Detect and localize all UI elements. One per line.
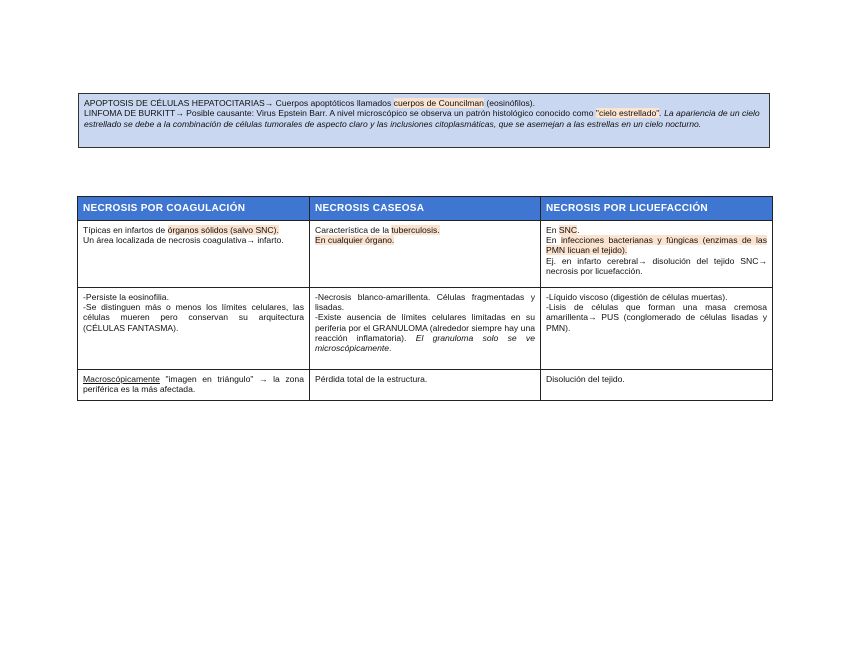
cell-text: Característica de la [315, 225, 392, 235]
cell-text: . [389, 343, 392, 354]
note-text: APOPTOSIS DE CÉLULAS HEPATOCITARIAS→ Cuerpos apoptóticos llamados [84, 98, 394, 108]
necrosis-table [77, 196, 773, 401]
cell-italic-text: El granuloma solo se ve microscópicamente [315, 332, 535, 354]
highlight-tuberculosis: tuberculosis. [391, 225, 440, 235]
cell-text: Típicas en infartos de [83, 225, 168, 235]
cell-licuefaccion-location [541, 221, 773, 288]
cell-text: -Necrosis blanco-amarillenta. Células fragmentadas y lisadas. [315, 292, 535, 313]
cell-caseosa-features [310, 288, 541, 370]
header-caseosa: NECROSIS CASEOSA [310, 197, 541, 221]
highlight-councilman: cuerpos de Councilman [393, 98, 484, 108]
cell-text: -Persiste la eosinofilia. [83, 292, 169, 302]
table-row [78, 221, 773, 288]
note-text: LINFOMA DE BURKITT→ Posible causante: Virus Epstein Barr. A nivel microscópico se observa un patrón histológico conocido como [84, 108, 596, 119]
cell-text: -Lisis de células que forman una masa cremosa amarillenta→ PUS (conglomerado de células lisadas y PMN). [546, 302, 767, 333]
cell-caseosa-location [310, 221, 541, 288]
cell-coagulacion-features [78, 288, 310, 370]
cell-licuefaccion-macro: Disolución del tejido. [541, 370, 773, 401]
note-line-burkitt [84, 108, 764, 129]
table-row [78, 288, 773, 370]
cell-text: "imagen en triángulo" → la zona periférica es la más afectada. [83, 374, 304, 395]
note-text: (eosinófilos). [483, 98, 536, 108]
highlight-cualquier-organo: En cualquier órgano. [315, 235, 395, 246]
cell-text: -Se distinguen más o menos los límites celulares, las células mueren pero conservan su arquitectura (CÉLULAS FANTASMA). [83, 302, 304, 333]
underlined-text: Macroscópicamente [83, 374, 160, 384]
cell-text: Un área localizada de necrosis coagulativa→ infarto. [83, 235, 284, 246]
table-row [78, 370, 773, 401]
note-line-apoptosis [84, 98, 764, 108]
note-italic-text: . La apariencia de un cielo estrellado se debe a la combinación de células tumorales de aspecto claro y las inclusiones citoplasmáticas, que se asemejan a las estrellas en un cielo nocturno. [84, 108, 760, 129]
header-coagulacion: NECROSIS POR COAGULACIÓN [78, 197, 310, 221]
header-row [78, 197, 773, 221]
highlight-infecciones: infecciones bacterianas y fúngicas (enzimas de las PMN licuan el tejido). [546, 235, 767, 256]
cell-text: . [577, 225, 580, 235]
cell-text: Ej. en infarto cerebral→ disolución del tejido SNC→ necrosis por licuefacción. [546, 255, 767, 276]
cell-text: -Líquido viscoso (digestión de células muertas). [546, 292, 728, 302]
highlight-organos-solidos: órganos sólidos (salvo SNC). [167, 225, 279, 235]
cell-text: En [546, 235, 561, 246]
cell-text: En [546, 225, 559, 235]
cell-text: -Existe ausencia de límites celulares limitadas en su periferia por el GRANULOMA (alrededor siempre hay una reacción inflamatoria). [315, 312, 535, 343]
cell-caseosa-macro: Pérdida total de la estructura. [310, 370, 541, 401]
cell-coagulacion-location [78, 221, 310, 288]
cell-coagulacion-macro [78, 370, 310, 401]
highlight-cielo-estrellado: "cielo estrellado" [595, 108, 660, 119]
summary-note-box [78, 93, 770, 148]
highlight-snc: SNC [558, 225, 578, 235]
header-licuefaccion: NECROSIS POR LICUEFACCIÓN [541, 197, 773, 221]
cell-licuefaccion-features [541, 288, 773, 370]
